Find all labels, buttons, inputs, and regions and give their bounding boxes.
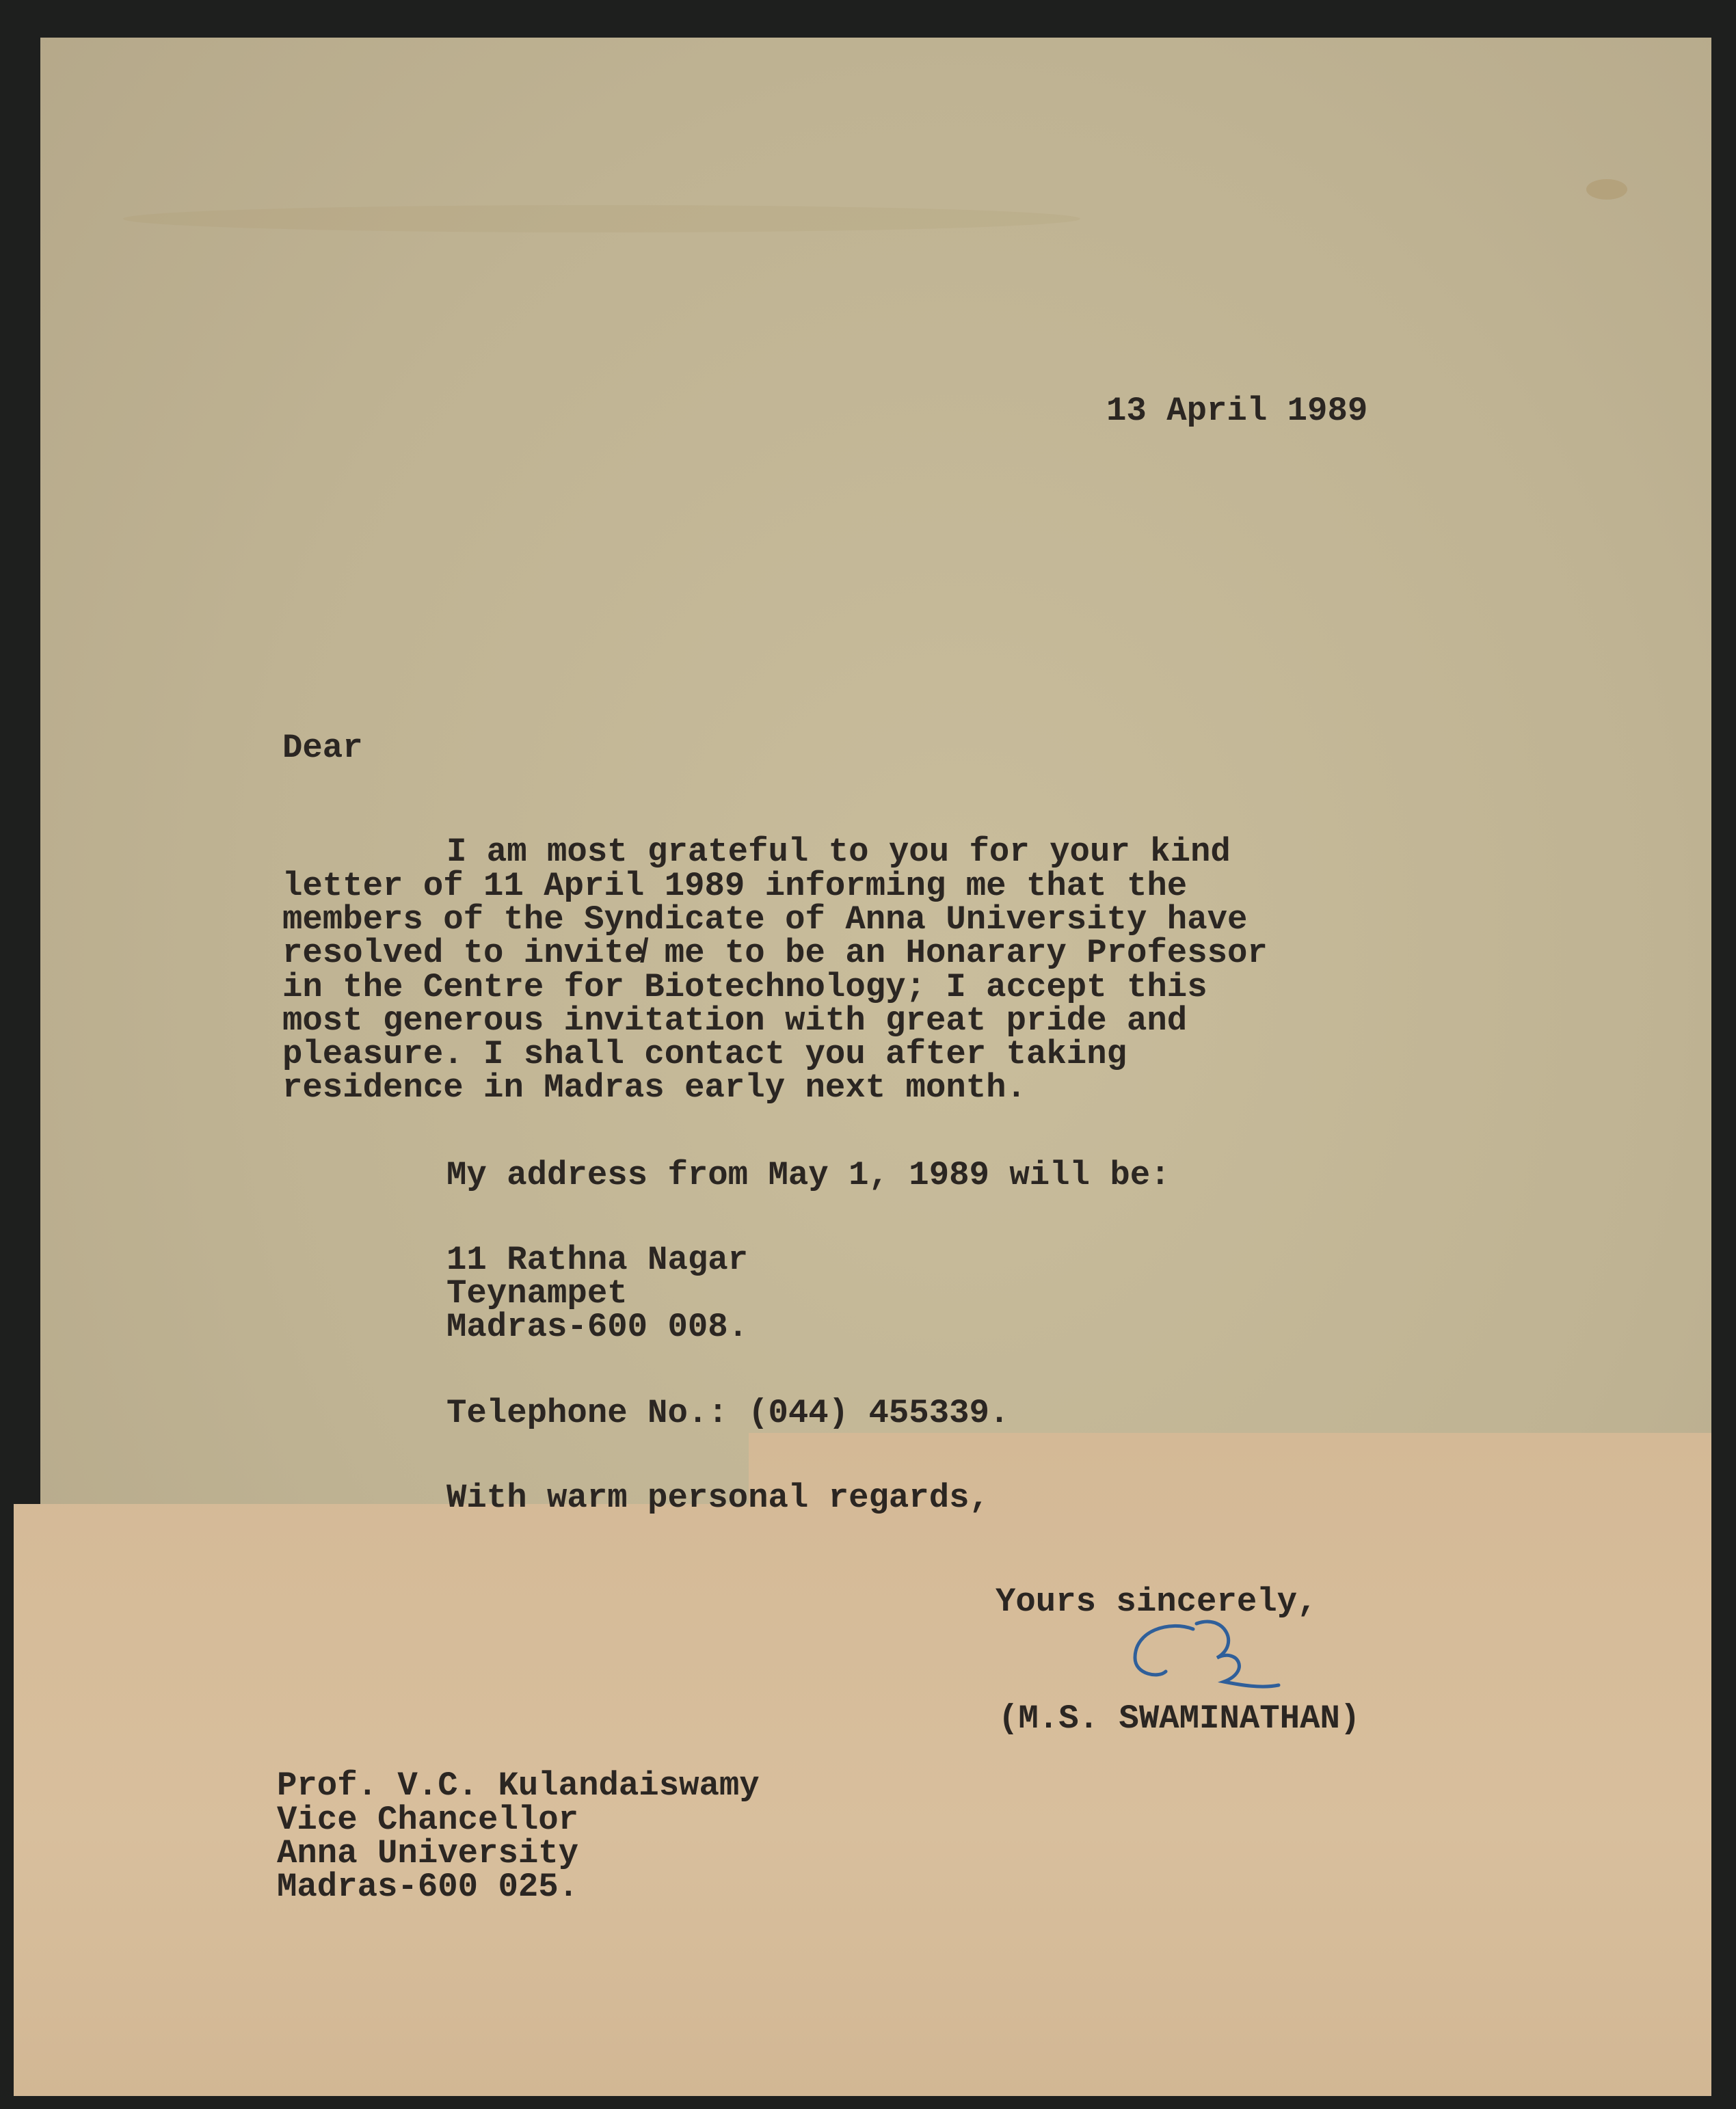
- signature-name: (M.S. SWAMINATHAN): [998, 1700, 1361, 1738]
- telephone: Telephone No.: (044) 455339.: [446, 1394, 1010, 1432]
- body-line: most generous invitation with great pride and: [282, 1002, 1188, 1040]
- address-intro: My address from May 1, 1989 will be:: [446, 1156, 1171, 1194]
- sender-address-line: Madras-600 008.: [446, 1308, 749, 1346]
- body-line: members of the Syndicate of Anna University have: [282, 900, 1248, 939]
- recipient-line: Madras-600 025.: [277, 1868, 579, 1906]
- body-line: residence in Madras early next month.: [282, 1069, 1026, 1107]
- letter-date: 13 April 1989: [1106, 392, 1368, 430]
- paper-stain: [123, 205, 1080, 232]
- handwritten-signature: [1121, 1617, 1285, 1712]
- body-line: I am most grateful to you for your kind: [446, 833, 1231, 871]
- attached-paper-sheet: [14, 1433, 1711, 2096]
- paper-stain: [1586, 179, 1627, 200]
- body-line: pleasure. I shall contact you after taking: [282, 1035, 1127, 1073]
- body-line: letter of 11 April 1989 informing me that the: [282, 867, 1188, 905]
- closing: Yours sincerely,: [996, 1583, 1318, 1621]
- recipient-line: Anna University: [277, 1834, 579, 1872]
- salutation: Dear: [282, 729, 363, 767]
- sender-address-line: Teynampet: [446, 1274, 628, 1313]
- regards: With warm personal regards,: [446, 1479, 989, 1517]
- recipient-line: Vice Chancellor: [277, 1801, 579, 1839]
- body-line: resolved to invite̸ me to be an Honarary Professor: [282, 934, 1268, 972]
- recipient-line: Prof. V.C. Kulandaiswamy: [277, 1767, 760, 1805]
- sender-address-line: 11 Rathna Nagar: [446, 1241, 749, 1279]
- body-line: in the Centre for Biotechnology; I accept this: [282, 968, 1207, 1006]
